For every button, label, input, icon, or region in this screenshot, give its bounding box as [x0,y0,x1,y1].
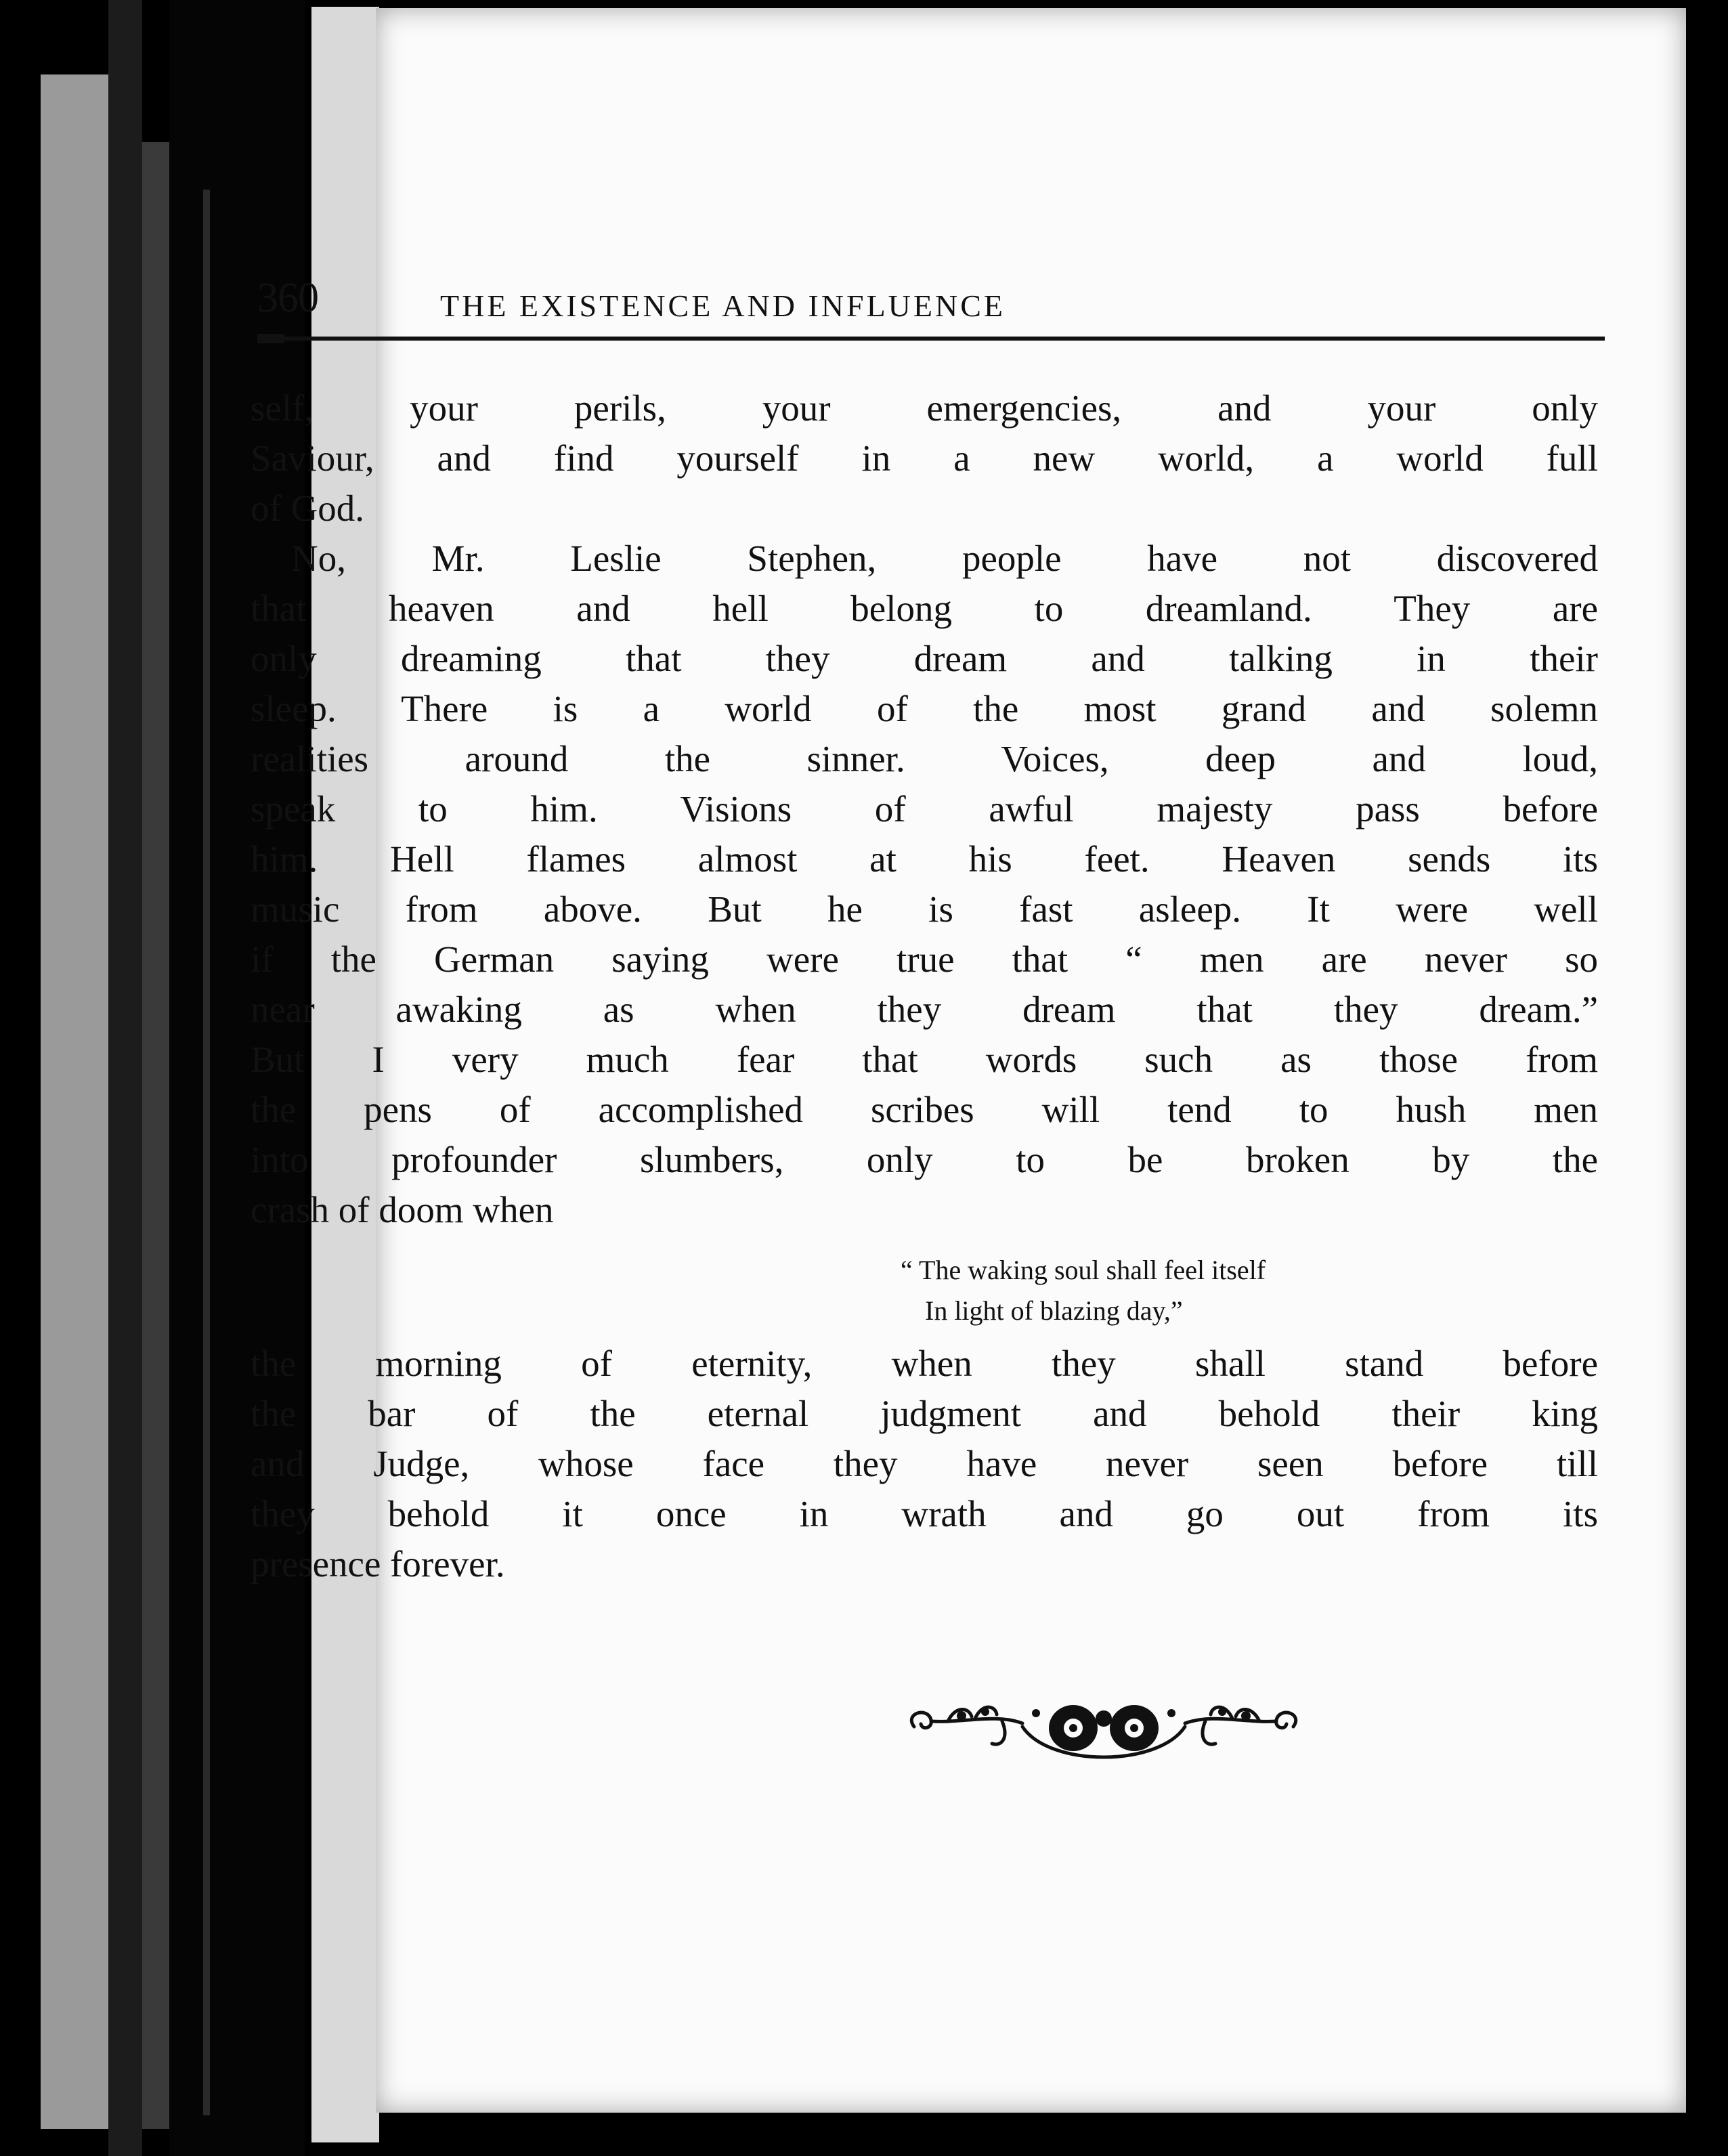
text-line: speak to him. Visions of awful majesty pass before [251,788,1598,829]
text-line: realities around the sinner. Voices, deep and loud, [251,738,1598,779]
text-line: presence forever. [251,1543,505,1584]
text-line: Saviour, and find yourself in a new world, a world full [251,437,1598,479]
text-line: No, Mr. Leslie Stephen, people have not discovered [291,538,1598,579]
floral-tailpiece-icon [901,1686,1307,1774]
header-rule [257,337,1605,341]
text-line: the pens of accomplished scribes will tend to hush men [251,1089,1598,1130]
text-line: self, your perils, your emergencies, and your only [251,387,1598,429]
text-line: But I very much fear that words such as those from [251,1039,1598,1080]
text-line: if the German saying were true that “ men are never so [251,939,1598,980]
text-line: the morning of eternity, when they shall stand before [251,1343,1598,1384]
text-line: music from above. But he is fast asleep. It were well [251,888,1598,930]
verse-line: “ The waking soul shall feel itself [901,1255,1266,1285]
paragraph-1 [251,383,1598,534]
book-edge-light [41,74,108,2129]
page-number: 360 [257,275,318,321]
text-line: of God. [251,488,365,529]
paragraph-3 [251,1339,1598,1589]
text-line: the bar of the eternal judgment and behold their king [251,1393,1598,1434]
text-line: into profounder slumbers, only to be broken by the [251,1139,1598,1180]
text-line: that heaven and hell belong to dreamland. They are [251,588,1598,629]
text-line: sleep. There is a world of the most grand and solemn [251,688,1598,729]
paragraph-2 [251,534,1598,1235]
text-line: him. Hell flames almost at his feet. Heaven sends its [251,838,1598,880]
text-line: only dreaming that they dream and talking in their [251,638,1598,679]
text-line: they behold it once in wrath and go out from its [251,1493,1598,1534]
book-edge-grey [142,142,169,2129]
running-head: THE EXISTENCE AND INFLUENCE [440,288,1006,323]
verse-quotation [901,1250,1320,1331]
text-line: and Judge, whose face they have never seen before till [251,1443,1598,1484]
text-line: crash of doom when [251,1189,554,1230]
text-line: near awaking as when they dream that they dream.” [251,989,1598,1030]
book-edge-dark [108,0,142,2156]
verse-line: In light of blazing day,” [925,1295,1183,1326]
book-edge-line [203,190,210,2115]
